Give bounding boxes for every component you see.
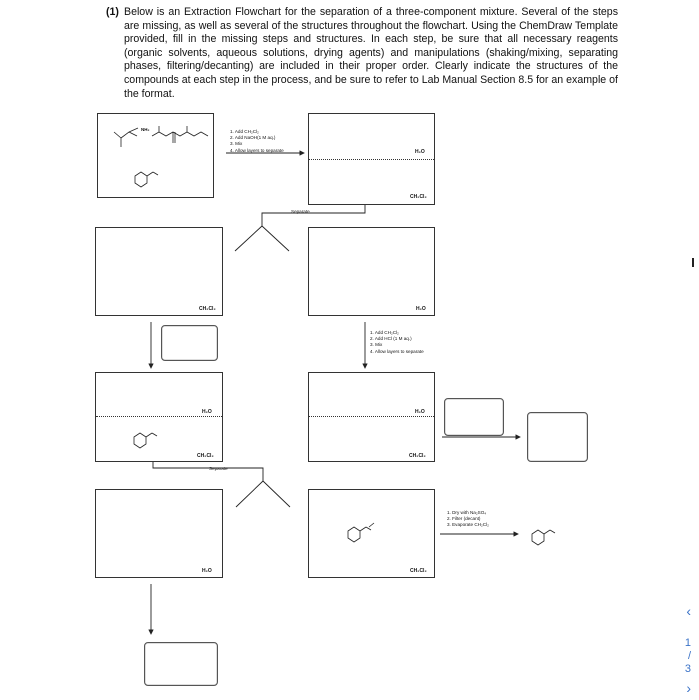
page-separator: /	[687, 650, 691, 662]
separate-branch-left	[235, 226, 262, 251]
separate-connector-2	[153, 462, 263, 481]
step1-line: 4. Allow layers to separate	[230, 147, 284, 153]
layer-top-label: H₂O	[202, 409, 212, 415]
question-number: (1)	[106, 6, 119, 18]
next-page-button[interactable]: ›	[686, 680, 691, 696]
separate-branch-left-2	[236, 481, 263, 507]
total-pages: 3	[684, 663, 691, 675]
step1-line: 2. Add NaOH(1 M aq.)	[230, 135, 276, 141]
amine-label: NH₂	[141, 127, 150, 132]
step2-line: 2. Add HCl (1 M aq.)	[370, 336, 412, 342]
separate-connector-1	[262, 205, 365, 226]
separate-branch-right-2	[263, 481, 290, 507]
step1-line: 3. Mix	[230, 141, 243, 147]
step2-line: 1. Add CH₂Cl₂	[370, 330, 399, 335]
layer-top-label: H₂O	[415, 149, 425, 155]
layer-top-label: H₂O	[415, 409, 425, 415]
separate-label-1: Separate	[291, 209, 310, 214]
anisole-structure	[532, 530, 555, 545]
step3-line: 3. Evaporate CH₂Cl₂	[447, 522, 489, 528]
anisole-structure	[135, 172, 158, 187]
anisole-structure	[348, 523, 374, 542]
anisole-structure	[134, 433, 157, 448]
amine-structure	[114, 128, 138, 147]
aqueous-label: H₂O	[202, 568, 212, 574]
step3-line: 2. Filter (decant)	[447, 516, 481, 522]
ester-structure	[152, 126, 208, 143]
step3-line: 1. Dry with Na₂SO₄	[447, 510, 487, 515]
page-edge-mark	[692, 258, 694, 267]
question-text: Below is an Extraction Flowchart for the separation of a three-component mixture. Several of the steps are missing, as well as several of the structures throughout the flowchart. Using the ChemDraw Template provided, fill in the missing steps and structures. In each step, be sure that all necessary reagents (organic solvents, aqueous solutions, drying agents) and manipulations (shaking/mixing, separating phases, filtering/decanting) are included in their proper order. Clearly indicate the structures of the compounds at each step in the process, and be sure to refer to Lab Manual Section 8.5 for an example of the format.	[124, 6, 618, 100]
layer-bottom-label: CH₂Cl₂	[197, 453, 214, 459]
prev-page-button[interactable]: ‹	[686, 603, 691, 619]
separate-branch-right	[262, 226, 289, 251]
step1-line: 1. Add CH₂Cl₂	[230, 129, 259, 134]
layer-bottom-label: CH₂Cl₂	[409, 453, 426, 459]
organic-label: CH₂Cl₂	[199, 306, 216, 312]
separate-label-2: Separate	[209, 466, 228, 471]
organic-label: CH₂Cl₂	[410, 568, 427, 574]
layer-bottom-label: CH₂Cl₂	[410, 194, 427, 200]
aqueous-label: H₂O	[416, 306, 426, 312]
current-page-number: 1	[684, 637, 691, 649]
step2-line: 3. Mix	[370, 342, 383, 348]
step2-line: 4. Allow layers to separate	[370, 348, 424, 354]
